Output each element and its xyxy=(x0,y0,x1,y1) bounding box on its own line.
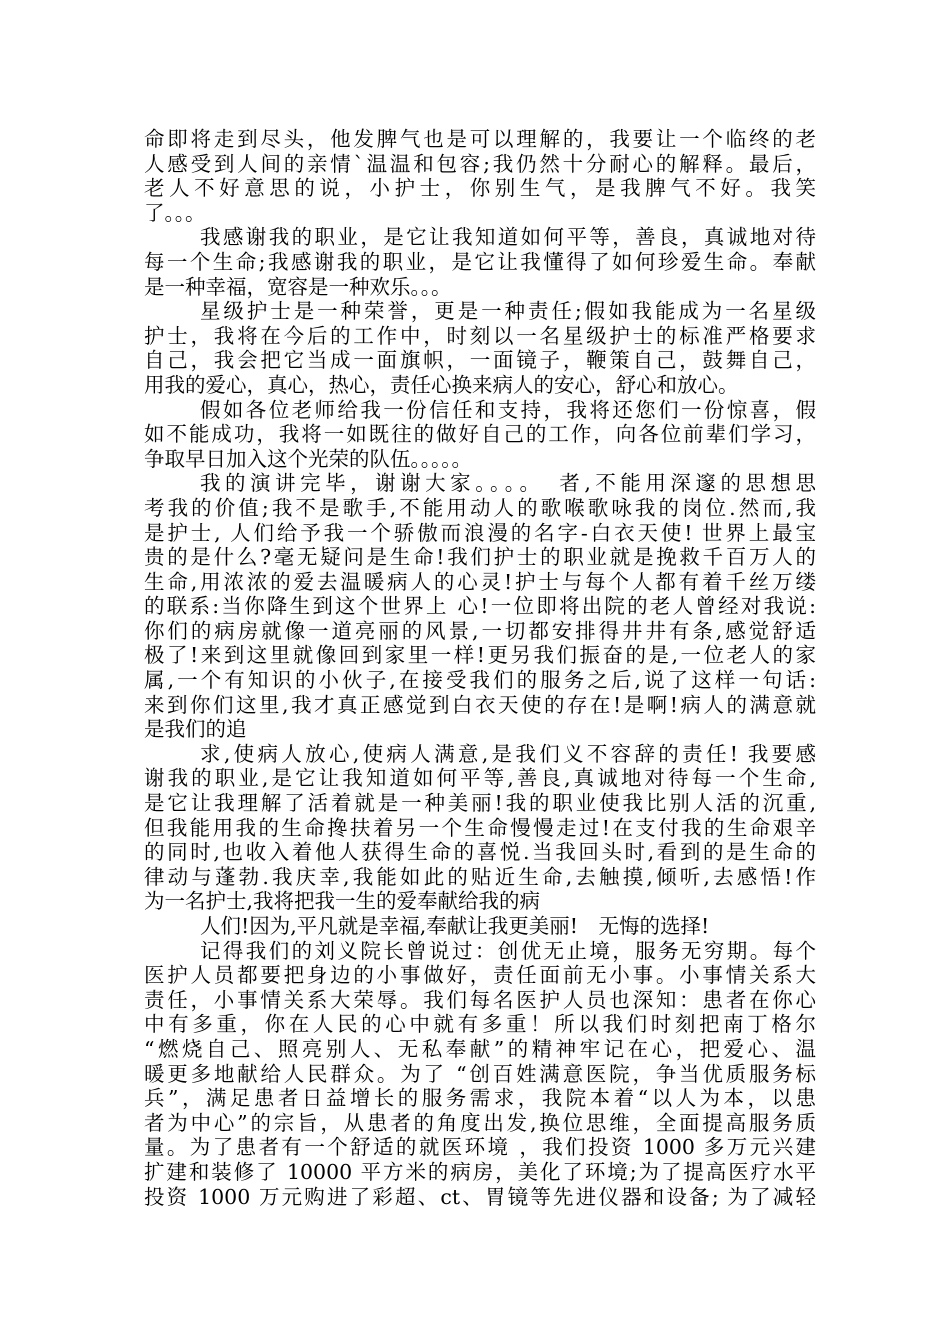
text-line: 的联系:当你降生到这个世界上 心!一位即将出院的老人曾经对我说: xyxy=(144,594,816,619)
text-line: 是它让我理解了活着就是一种美丽!我的职业使我比别人活的沉重, xyxy=(144,791,816,816)
text-line: 考我的价值;我不是歌手,不能用动人的歌喉歌咏我的岗位.然而,我 xyxy=(144,495,816,520)
text-line: 假如各位老师给我一份信任和支持，我将还您们一份惊喜，假 xyxy=(200,397,816,422)
text-line: 贵的是什么?毫无疑问是生命!我们护士的职业就是挽救千百万人的 xyxy=(144,545,816,570)
text-line: 是护士, 人们给予我一个骄傲而浪漫的名字-白衣天使! 世界上最宝 xyxy=(144,520,816,545)
text-line: 医护人员都要把身边的小事做好，责任面前无小事。小事情关系大 xyxy=(144,963,816,988)
text-line: 自己，我会把它当成一面旗帜，一面镜子，鞭策自己，鼓舞自己， xyxy=(144,348,816,373)
text-line: 如不能成功，我将一如既往的做好自己的工作，向各位前辈们学习， xyxy=(144,422,816,447)
text-line: 你们的病房就像一道亮丽的风景,一切都安排得井井有条,感觉舒适 xyxy=(144,618,816,643)
text-line: 是我们的追 xyxy=(144,717,247,742)
text-line: 用我的爱心，真心，热心，责任心换来病人的安心，舒心和放心。 xyxy=(144,372,739,397)
text-line: 极了!来到这里就像回到家里一样!更另我们振奋的是,一位老人的家 xyxy=(144,643,816,668)
text-line: 为一名护士,我将把我一生的爱奉献给我的病 xyxy=(144,889,541,914)
text-line: “燃烧自己、照亮别人、无私奉献”的精神牢记在心，把爱心、温 xyxy=(144,1036,816,1061)
text-line: 量。为了患者有一个舒适的就医环境 ，我们投资 1000 多万元兴建 xyxy=(144,1135,816,1160)
text-line: 律动与蓬勃.我庆幸,我能如此的贴近生命,去触摸,倾听,去感悟!作 xyxy=(144,864,816,889)
text-line: 争取早日加入这个光荣的队伍。。。。。 xyxy=(144,446,472,471)
text-line: 星级护士是一种荣誉，更是一种责任;假如我能成为一名星级 xyxy=(200,299,816,324)
text-line: 属,一个有知识的小伙子,在接受我们的服务之后,说了这样一句话: xyxy=(144,668,816,693)
text-line: 记得我们的刘义院长曾说过：创优无止境，服务无穷期。每个 xyxy=(200,938,816,963)
text-line: 投资 1000 万元购进了彩超、ct、胃镜等先进仪器和设备; 为了减轻 xyxy=(144,1184,816,1209)
text-line: 命即将走到尽头，他发脾气也是可以理解的，我要让一个临终的老 xyxy=(144,127,816,151)
text-line: 我感谢我的职业，是它让我知道如何平等，善良，真诚地对待 xyxy=(200,225,816,250)
text-line: 了。。。 xyxy=(144,200,206,225)
text-line: 是一种幸福，宽容是一种欢乐。。。 xyxy=(144,274,452,299)
text-line: 扩建和装修了 10000 平方米的病房，美化了环境;为了提高医疗水平 xyxy=(144,1159,816,1184)
text-line: 人感受到人间的亲情`温温和包容;我仍然十分耐心的解释。最后， xyxy=(144,151,816,176)
text-line: 但我能用我的生命搀扶着另一个生命慢慢走过!在支付我的生命艰辛 xyxy=(144,815,816,840)
document-body-text xyxy=(144,127,816,1209)
text-line: 来到你们这里,我才真正感觉到白衣天使的存在!是啊!病人的满意就 xyxy=(144,692,816,717)
text-line: 暖更多地献给人民群众。为了 “创百姓满意医院，争当优质服务标 xyxy=(144,1061,816,1086)
text-line: 的同时,也收入着他人获得生命的喜悦.当我回头时,看到的是生命的 xyxy=(144,840,816,865)
text-line: 兵”，满足患者日益增长的服务需求，我院本着“以人为本，以患 xyxy=(144,1086,816,1111)
text-line: 我的演讲完毕，谢谢大家。。。。 者,不能用深邃的思想思 xyxy=(200,471,816,496)
text-line: 求,使病人放心,使病人满意,是我们义不容辞的责任! 我要感 xyxy=(200,741,816,766)
text-line: 人们!因为,平凡就是幸福,奉献让我更美丽! 无悔的选择! xyxy=(200,914,710,938)
text-line: 谢我的职业,是它让我知道如何平等,善良,真诚地对待每一个生命, xyxy=(144,766,816,791)
text-line: 每一个生命;我感谢我的职业，是它让我懂得了如何珍爱生命。奉献 xyxy=(144,249,816,274)
text-line: 中有多重，你在人民的心中就有多重！所以我们时刻把南丁格尔 xyxy=(144,1012,816,1037)
text-line: 责任，小事情关系大荣辱。我们每名医护人员也深知：患者在你心 xyxy=(144,987,816,1012)
text-line: 护士，我将在今后的工作中，时刻以一名星级护士的标准严格要求 xyxy=(144,323,816,348)
text-line: 者为中心”的宗旨，从患者的角度出发,换位思维，全面提高服务质 xyxy=(144,1110,816,1135)
text-line: 老人不好意思的说，小护士，你别生气，是我脾气不好。我笑 xyxy=(144,176,816,201)
text-line: 生命,用浓浓的爱去温暖病人的心灵!护士与每个人都有着千丝万缕 xyxy=(144,569,816,594)
